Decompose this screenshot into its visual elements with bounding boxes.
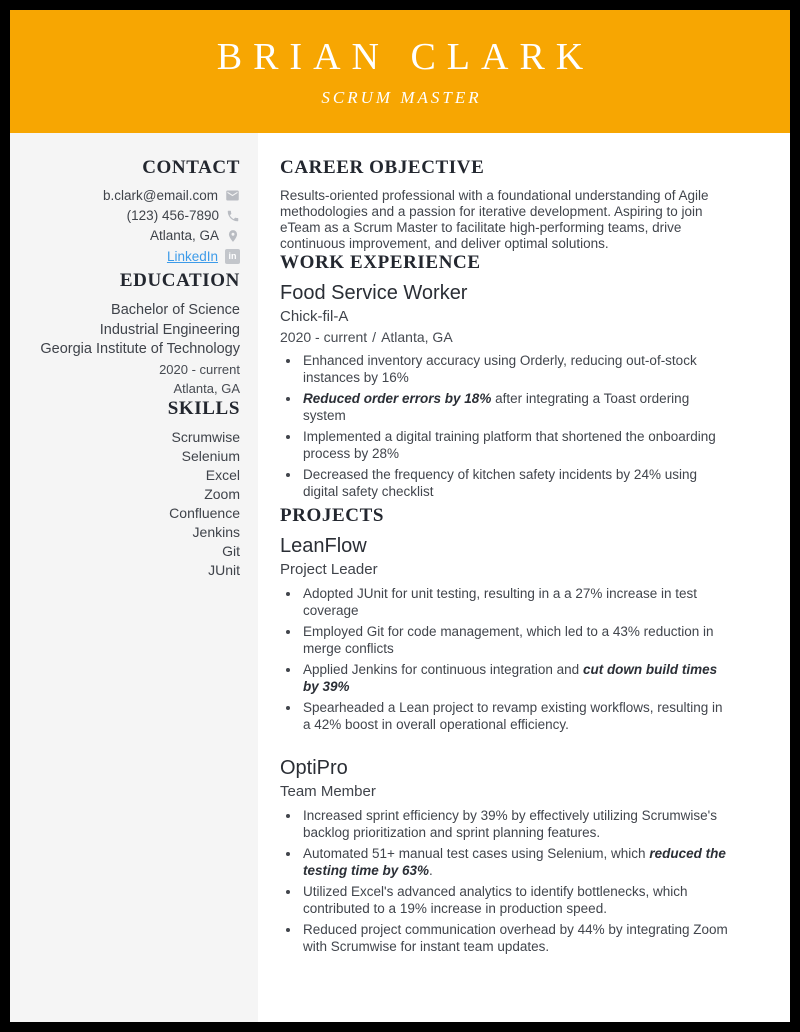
bullet-text: Increased sprint efficiency by 39% by effectively utilizing Scrumwise's backlog prioritization and sprint planning features. <box>303 808 718 840</box>
phone-value: (123) 456-7890 <box>126 208 219 223</box>
bullet-text: Reduced project communication overhead by 44% by integrating Zoom with Scrumwise for instant team updates. <box>303 922 728 954</box>
sidebar <box>10 133 258 1022</box>
skill-item: Excel <box>205 466 240 483</box>
skill-item: Jenkins <box>192 523 240 540</box>
job-entry <box>280 281 744 500</box>
bullet-text: Employed Git for code management, which led to a 43% reduction in merge conflicts <box>303 624 714 656</box>
skill-item: JUnit <box>208 561 240 578</box>
linkedin-icon: in <box>225 249 240 264</box>
skill-item: Confluence <box>169 504 240 521</box>
bullet-item <box>301 429 728 462</box>
resume-page <box>10 10 790 1022</box>
candidate-job-title: SCRUM MASTER <box>321 88 482 107</box>
contact-list <box>24 188 240 264</box>
bullet-item <box>301 846 728 879</box>
project-role: Project Leader <box>280 561 378 578</box>
bullet-text: Adopted JUnit for unit testing, resulting in a a 27% increase in test coverage <box>303 586 697 618</box>
project-role: Team Member <box>280 783 376 800</box>
skills-list <box>24 428 240 580</box>
education-degree: Bachelor of Science <box>111 302 240 318</box>
education-block <box>24 301 240 398</box>
main-column <box>258 133 790 1022</box>
project-name: OptiPro <box>280 757 348 779</box>
location-pin-icon <box>226 229 240 243</box>
location-value: Atlanta, GA <box>149 228 219 243</box>
bullet-emphasis-text: Reduced order errors by 18% <box>303 391 492 406</box>
bullet-item <box>301 353 728 386</box>
bullet-item <box>301 662 728 695</box>
projects-heading: PROJECTS <box>280 505 385 526</box>
skill-item: Git <box>222 542 240 559</box>
bullet-text: after integrating a Toast ordering system <box>303 391 690 423</box>
linkedin-link[interactable]: LinkedIn <box>166 248 218 264</box>
project-entry-leanflow <box>280 534 744 733</box>
project-entry-optipro <box>280 756 744 955</box>
bullet-emphasis-text: reduced the testing time by 63% <box>303 846 726 878</box>
education-major: Industrial Engineering <box>99 321 240 338</box>
bullet-item <box>301 391 728 424</box>
bullet-text: Implemented a digital training platform that shortened the onboarding process by 28% <box>303 429 716 461</box>
bullet-item <box>301 922 728 955</box>
career-objective-heading: CAREER OBJECTIVE <box>280 157 485 178</box>
bullet-text: Decreased the frequency of kitchen safety incidents by 24% using digital safety checklist <box>303 467 697 499</box>
bullet-emphasis-text: cut down build times by 39% <box>303 662 718 694</box>
skill-item: Scrumwise <box>171 428 240 445</box>
job-location: Atlanta, GA <box>381 329 453 345</box>
contact-item-phone <box>24 209 240 223</box>
job-dates-location <box>280 328 744 346</box>
bullet-item <box>301 884 728 917</box>
bullet-text: Automated 51+ manual test cases using Selenium, which <box>303 846 650 861</box>
education-heading: EDUCATION <box>119 270 240 291</box>
bullet-text: Spearheaded a Lean project to revamp existing workflows, resulting in a 42% boost in overall operational efficiency. <box>303 700 723 732</box>
skill-item: Zoom <box>204 485 240 502</box>
job-bullet-list <box>280 353 728 500</box>
contact-item-email <box>24 188 240 203</box>
project-bullet-list <box>280 808 728 955</box>
contact-item-location <box>24 229 240 243</box>
job-dates: 2020 - current <box>280 329 368 345</box>
education-school: Georgia Institute of Technology <box>40 341 240 357</box>
job-title: Food Service Worker <box>280 282 468 304</box>
bullet-item <box>301 586 728 619</box>
skill-item: Selenium <box>181 447 240 464</box>
bullet-item <box>301 467 728 500</box>
bullet-text: . <box>429 862 433 878</box>
candidate-name: BRIAN CLARK <box>216 36 595 78</box>
page-header <box>10 10 790 133</box>
bullet-item <box>301 700 728 733</box>
envelope-icon <box>225 188 240 203</box>
education-dates: 2020 - current <box>159 361 240 377</box>
bullet-text: Enhanced inventory accuracy using Orderly, reducing out-of-stock instances by 16% <box>303 353 697 385</box>
contact-heading: CONTACT <box>142 157 240 178</box>
work-experience-heading: WORK EXPERIENCE <box>280 252 481 273</box>
content-row <box>10 133 790 1022</box>
email-value: b.clark@email.com <box>103 187 218 203</box>
education-location: Atlanta, GA <box>173 380 240 396</box>
project-name: LeanFlow <box>280 535 367 557</box>
project-bullet-list <box>280 586 728 733</box>
bullet-text: Applied Jenkins for continuous integration and <box>303 662 583 677</box>
career-objective-text: Results-oriented professional with a foundational understanding of Agile methodologies and a passion for iterative development. Aspiring to join eTeam as a Scrum Master to facilitate high-performing teams, drive continuous improvement, and deliver optimal solutions. <box>280 188 709 251</box>
phone-icon <box>226 209 240 223</box>
job-company: Chick-fil-A <box>280 308 349 325</box>
bullet-item <box>301 808 728 841</box>
bullet-item <box>301 624 728 657</box>
bullet-text: Utilized Excel's advanced analytics to identify bottlenecks, which contributed to a 19% increase in production speed. <box>303 884 688 916</box>
contact-item-linkedin <box>24 249 240 264</box>
skills-heading: SKILLS <box>167 397 240 419</box>
job-date-separator: / <box>372 329 377 345</box>
